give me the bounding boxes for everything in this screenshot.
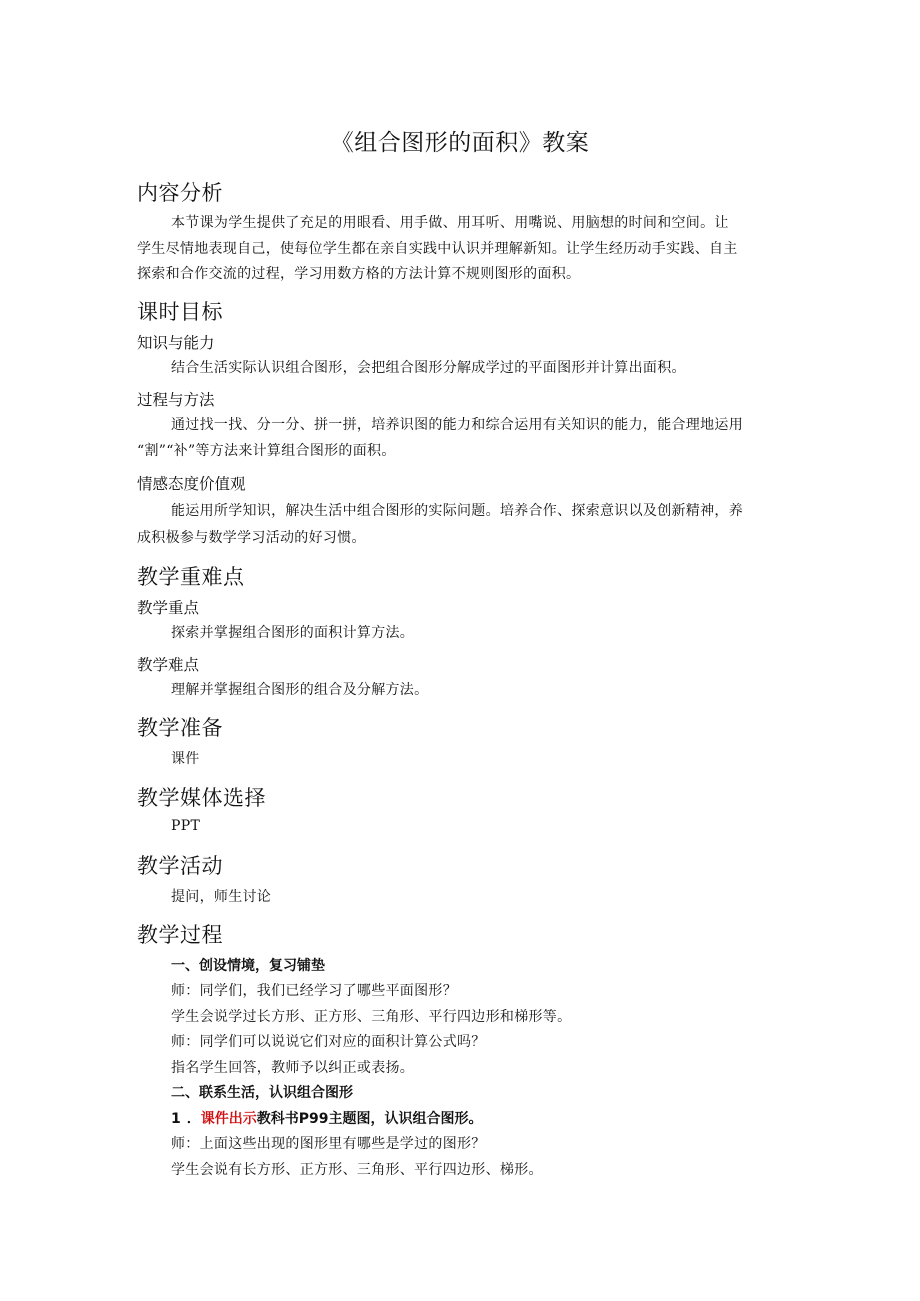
section-heading-2: 二、联系生活，认识组合图形 bbox=[171, 1085, 353, 1101]
paragraph-line: 探索和合作交流的过程，学习用数方格的方法计算不规则图形的面积。 bbox=[137, 266, 581, 282]
paragraph-line: 探索并掌握组合图形的面积计算方法。 bbox=[171, 625, 415, 641]
paragraph-line: 理解并掌握组合图形的组合及分解方法。 bbox=[171, 682, 429, 698]
document-title: 《组合图形的面积》教案 bbox=[330, 130, 590, 156]
heading-content-analysis: 内容分析 bbox=[137, 181, 223, 205]
paragraph-line: 指名学生回答，教师予以纠正或表扬。 bbox=[171, 1060, 415, 1076]
paragraph-line: 学生尽情地表现自己，使每位学生都在亲自实践中认识并理解新知。让学生经历动手实践、自主 bbox=[137, 241, 738, 257]
paragraph-line: 课件 bbox=[171, 751, 200, 767]
step-number: 1 bbox=[171, 1111, 181, 1127]
paragraph-line: 结合生活实际认识组合图形，会把组合图形分解成学过的平面图形并计算出面积。 bbox=[171, 360, 686, 376]
paragraph-line: 提问，师生讨论 bbox=[171, 889, 272, 905]
subheading-process-method: 过程与方法 bbox=[137, 391, 215, 409]
paragraph-line: 师：同学们，我们已经学习了哪些平面图形？ bbox=[171, 983, 457, 999]
section-heading-1: 一、创设情境，复习铺垫 bbox=[171, 958, 325, 974]
step-1 bbox=[171, 1108, 483, 1128]
subheading-attitude: 情感态度价值观 bbox=[137, 475, 246, 493]
paragraph-line: 成积极参与数学学习活动的好习惯。 bbox=[137, 530, 366, 546]
heading-media: 教学媒体选择 bbox=[137, 786, 266, 810]
paragraph-line: 通过找一找、分一分、拼一拼，培养识图的能力和综合运用有关知识的能力，能合理地运用 bbox=[171, 417, 743, 433]
subheading-focus: 教学重点 bbox=[137, 599, 200, 617]
step-text: 教科书P99主题图，认识组合图形。 bbox=[256, 1111, 483, 1127]
paragraph-line: 能运用所学知识，解决生活中组合图形的实际问题。培养合作、探索意识以及创新精神，养 bbox=[171, 503, 743, 519]
paragraph-line: 学生会说学过长方形、正方形、三角形、平行四边形和梯形等。 bbox=[171, 1009, 572, 1025]
step-highlight: 课件出示 bbox=[200, 1111, 257, 1127]
step-separator: ． bbox=[186, 1111, 201, 1127]
subheading-difficulty: 教学难点 bbox=[137, 656, 200, 674]
paragraph-line: 师：同学们可以说说它们对应的面积计算公式吗？ bbox=[171, 1034, 486, 1050]
paragraph-line: “割”“补”等方法来计算组合图形的面积。 bbox=[137, 443, 396, 459]
heading-preparation: 教学准备 bbox=[137, 716, 223, 740]
heading-activity: 教学活动 bbox=[137, 854, 223, 878]
paragraph-line: PPT bbox=[171, 818, 201, 834]
heading-objectives: 课时目标 bbox=[137, 300, 223, 324]
heading-process: 教学过程 bbox=[137, 923, 223, 947]
subheading-knowledge: 知识与能力 bbox=[137, 334, 215, 352]
paragraph-line: 本节课为学生提供了充足的用眼看、用手做、用耳听、用嘴说、用脑想的时间和空间。让 bbox=[171, 215, 729, 231]
heading-key-points: 教学重难点 bbox=[137, 565, 245, 589]
paragraph-line: 师：上面这些出现的图形里有哪些是学过的图形？ bbox=[171, 1136, 486, 1152]
paragraph-line: 学生会说有长方形、正方形、三角形、平行四边形、梯形。 bbox=[171, 1162, 543, 1178]
